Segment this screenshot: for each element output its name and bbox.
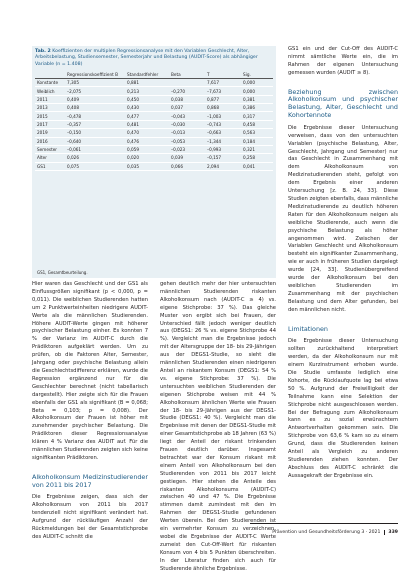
section-heading: Beziehung zwischen Alkoholkonsum und psychischer Belastung, Alter, Geschlecht und Kohortennote — [288, 87, 398, 120]
journal-name: Prävention und Gesundheitsförderung 3 · 2021 — [272, 529, 381, 535]
table-cell: 0,184 — [241, 137, 273, 145]
table-cell: –0,157 — [205, 154, 241, 162]
section-heading: Limitationen — [288, 324, 328, 333]
table-cell: 0,000 — [241, 87, 273, 95]
table-cell: Konstante — [35, 79, 65, 87]
table-cell: 0,213 — [125, 87, 169, 95]
table-cell: 0,868 — [205, 104, 241, 112]
table-row — [35, 145, 273, 153]
table-cell: 2019 — [35, 129, 65, 137]
table-cell: –0,993 — [205, 145, 241, 153]
table-header: Regressionskoeffizient B — [65, 71, 125, 79]
table-cell: 0,386 — [241, 104, 273, 112]
table-cell: 0,408 — [65, 104, 125, 112]
body-paragraph: GS1 ein und der Cut-Off des AUDIT-C nimmt sämtliche Werte ein, die im Rahmen der eigenen Untersuchung gemessen wurden (AUDIT ≥ 8). — [288, 46, 398, 76]
table-cell: 0,317 — [241, 112, 273, 120]
table-cell: –2,075 — [65, 87, 125, 95]
table-cell: 0,877 — [205, 95, 241, 103]
table-cell: –0,030 — [169, 120, 205, 128]
body-paragraph: Die Ergebnisse zeigen, dass sich der Alkoholkonsum von 2011 bis 2017 tendenziell nicht signifikant verändert hat. Aufgrund der rückläufigen Anzahl der Rückmeldungen bei der Gesamtstichprobe des AUDIT-C schnitt die — [32, 494, 148, 540]
table-cell: 0,476 — [125, 137, 169, 145]
table-cell: –0,743 — [205, 120, 241, 128]
table-cell: GS1 — [35, 162, 65, 170]
regression-table-box — [32, 46, 276, 278]
table-row — [35, 112, 273, 120]
table-row — [35, 104, 273, 112]
footer-rule — [250, 523, 398, 524]
table-cell: –7,673 — [205, 87, 241, 95]
table-cell: –0,150 — [65, 129, 125, 137]
table-cell: 0,430 — [125, 104, 169, 112]
body-paragraph: Hier waren das Geschlecht und der GS1 als Einflussgrößen signifikant (p < 0,000, p = 0,011). Die weiblichen Studierenden hatten um 2 Punktwerteinheiten niedrigere AUDIT-Werte als die männlichen Studierenden. Höhere AUDIT-Werte gingen mit höherer psychischer Belastung einher. Es konnten 7 % der Varianz im AUDIT-C durch die Prädiktoren aufgeklärt werden. Um zu prüfen, ob die Faktoren Alter, Semester, Jahrgang oder psychische Belastung allein die Geschlechtsdifferenz erklären, wurde die Regression ergänzend nur für die Geschlechter berechnet (nicht tabellarisch dargestellt). Hier zeigte sich für die Frauen ebenfalls der GS1 als signifikant (B = 0,068; Beta = 0,103; p = 0,008). Der Alkoholkonsum der Frauen ist höher mit zunehmender psychischer Belastung. Die Prädiktoren dieser Regressionsanalyse klären 4 % Varianz des AUDIT auf. Für die männlichen Studierenden zeigten sich keine signifikanten Prädiktoren. — [32, 281, 148, 461]
table-header: Beta — [169, 71, 205, 79]
table-cell: –1,003 — [205, 112, 241, 120]
table-row — [35, 154, 273, 162]
text-column-left — [32, 281, 148, 542]
table-cell: 0,458 — [241, 120, 273, 128]
table-cell: 0,066 — [169, 162, 205, 170]
section-heading: Alkoholkonsum Medizinstudierender von 2011 bis 2017 — [32, 472, 148, 489]
table-cell: 0,470 — [125, 129, 169, 137]
table-cell: 0,038 — [169, 95, 205, 103]
table-cell: –0,013 — [169, 129, 205, 137]
table-cell: 0,026 — [65, 154, 125, 162]
table-row — [35, 87, 273, 95]
table-cell: –0,478 — [65, 112, 125, 120]
table-row — [35, 137, 273, 145]
table-cell: –0,663 — [205, 129, 241, 137]
table-cell: 2,094 — [205, 162, 241, 170]
table-cell: 0,075 — [65, 162, 125, 170]
table-cell: 0,000 — [241, 79, 273, 87]
page-number: 339 — [384, 530, 398, 535]
table-cell: 0,039 — [169, 154, 205, 162]
table-header: T — [205, 71, 241, 79]
table-row — [35, 95, 273, 103]
table-cell: 0,881 — [125, 79, 169, 87]
table-header: Standardfehler — [125, 71, 169, 79]
table-cell: –0,357 — [65, 120, 125, 128]
body-paragraph: Die Ergebnisse dieser Untersuchung verweisen, dass von den untersuchten Variablen (psychische Belastung, Alter, Geschlecht, Jahrgang und Semester) nur das Geschlecht in Zusammenhang mit dem Alkoholkonsum von Medizinstudierenden steht, gefolgt von dem Ergebnis einer anderen Untersuchung [z. B. 24, 33]. Diese Studien zeigten ebenfalls, dass männliche Medizinstudierende zu deutlich höheren Raten für den Alkoholkonsum neigen als weibliche Studierende, auch wenn die psychische Belastung als höher angenommen wird. Zwischen der Variablen Geschlecht und Alkoholkonsum besteht ein signifikanter Zusammenhang, wie er auch in früheren Studien dargelegt wurde [24, 33]. Studienübergreifend wurde der Alkoholkonsum bei den weiblichen Studierenden im Zusammenhang mit der psychischen Belastung und dem Alter gefunden, bei den männlichen nicht. — [288, 124, 398, 313]
table-cell: 2016 — [35, 137, 65, 145]
table-cell: 0,409 — [65, 95, 125, 103]
table-cell: Semester — [35, 145, 65, 153]
table-footnote: GS1, Gesamtbeurteilung. — [37, 270, 88, 275]
table-row — [35, 129, 273, 137]
table-cell: 2015 — [35, 112, 65, 120]
table-cell: 0,477 — [125, 112, 169, 120]
regression-table — [35, 71, 273, 171]
table-cell: 2017 — [35, 120, 65, 128]
table-cell: 0,037 — [169, 104, 205, 112]
table-cell: 0,041 — [241, 162, 273, 170]
table-cell: –1,344 — [205, 137, 241, 145]
table-cell: 2011 — [35, 95, 65, 103]
body-paragraph: Die Ergebnisse dieser Untersuchung sollten zurückhaltend interpretiert werden, da der Alkoholkonsum nur mit einem Kurzinstrument erhoben wurde. Die Studie umfasste lediglich eine Kohorte, die Rücklaufquote lag bei etwa 50 %. Aufgrund der Freiwilligkeit der Teilnahme kann eine Selektion der Stichprobe nicht ausgeschlossen werden. Bei der Befragung zum Alkoholkonsum kann es zu sozial erwünschtem Antwortverhalten gekommen sein. Die Stichprobe von 63,6 % kam so zu einem Grund, dass die Studierenden keinen Anteil als Vergleich zu anderen Studierenden ziehen konnten. Der Abschluss des AUDIT-C schränkt die Aussagekraft der Ergebnisse ein. — [288, 338, 398, 479]
table-cell: 0,563 — [241, 129, 273, 137]
table-cell: 0,450 — [125, 95, 169, 103]
table-cell: Weiblich — [35, 87, 65, 95]
table-row — [35, 79, 273, 87]
table-cell: –0,043 — [169, 112, 205, 120]
table-body — [35, 79, 273, 171]
body-paragraph: gehen deutlich mehr der hier untersuchten männlichen Studierenden riskanten Alkoholkonsum nach (AUDIT-C ≥ 4) vs. eigene Stichprobe: 37 %). Das gleiche Muster von ergibt sich bei Frauen, der Unterschied fällt jedoch weniger deutlich aus (DEGS1: 26 % vs. eigene Stichprobe 44 %). Vergleicht man die Ergebnisse jedoch mit der Altersgruppe der 18- bis 29-Jährigen aus der DEGS1-Studie, so sieht die männlichen Studierenden einen niedrigeren Anteil an riskantem Konsum (DEGS1: 54 % vs. eigene Stichprobe: 37 %). Die untersuchten weiblichen Studierenden der eigenen Stichprobe weisen mit 44 % Alkoholkonsum ähnlichen Werte wie Frauen der 18- bis 29-Jährigen aus der DEGS1-Studie (DEGS1: 40 %). Vergleicht man die Ergebnisse mit denen der DEGS1-Studie mit einer Gesamtstichprobe ab 18 Jahren (63 %) liegt der Anteil der riskant trinkenden Frauen deutlich darüber. Insgesamt betrachtet war der Konsum riskant mit einem Anteil von Alkoholkonsum bei den Studierenden von 2011 bis 2017 leicht gestiegen. Hier stehen die Anteile des riskanten Alkoholkonsums (AUDIT-C) zwischen 40 und 47 %. Die Ergebnisse stimmen damit zumindest mit den im Rahmen der DEGS1-Studie gefundenen Werten überein. Bei den Studierenden ist ein vermehrter Konsum zu verzeichnen, wobei die Ergebnisse der AUDIT-C Werte zumeist den Cut-Off-Wert für riskanten Konsum von 4 bis 5 Punkten überschreiten. In der Literatur finden sich auch für Studierende ähnliche Ergebnisse. — [160, 281, 276, 572]
table-row — [35, 162, 273, 170]
table-header — [35, 71, 65, 79]
text-column-right — [288, 46, 398, 481]
table-caption-label: Tab. 2 — [35, 49, 51, 54]
table-cell: –0,640 — [65, 137, 125, 145]
table-caption-text: Koeffizienten der multiplen Regressionsanalyse mit den Variablen Geschlecht, Alter, Arbeitsbelastung, Studiensemester, Semesterjahr und Belastung (AUDIT-Score) als abhängiger Variable (n = 1.408) — [35, 49, 258, 67]
table-cell: 7,305 — [65, 79, 125, 87]
table-cell: –0,023 — [169, 145, 205, 153]
table-cell: –0,053 — [169, 137, 205, 145]
table-header-row — [35, 71, 273, 79]
page-footer — [250, 526, 398, 538]
table-cell: 0,020 — [125, 154, 169, 162]
table-cell: –0,061 — [65, 145, 125, 153]
table-cell: –0,270 — [169, 87, 205, 95]
table-caption — [35, 49, 273, 68]
table-cell: 0,059 — [125, 145, 169, 153]
table-cell: Alter — [35, 154, 65, 162]
table-cell: 7,617 — [205, 79, 241, 87]
table-cell: 0,381 — [241, 95, 273, 103]
table-cell: 0,258 — [241, 154, 273, 162]
table-header: Sig. — [241, 71, 273, 79]
table-row — [35, 120, 273, 128]
table-cell: 0,481 — [125, 120, 169, 128]
table-cell: 0,035 — [125, 162, 169, 170]
table-cell: 0,321 — [241, 145, 273, 153]
table-cell — [169, 79, 205, 87]
table-cell: 2013 — [35, 104, 65, 112]
